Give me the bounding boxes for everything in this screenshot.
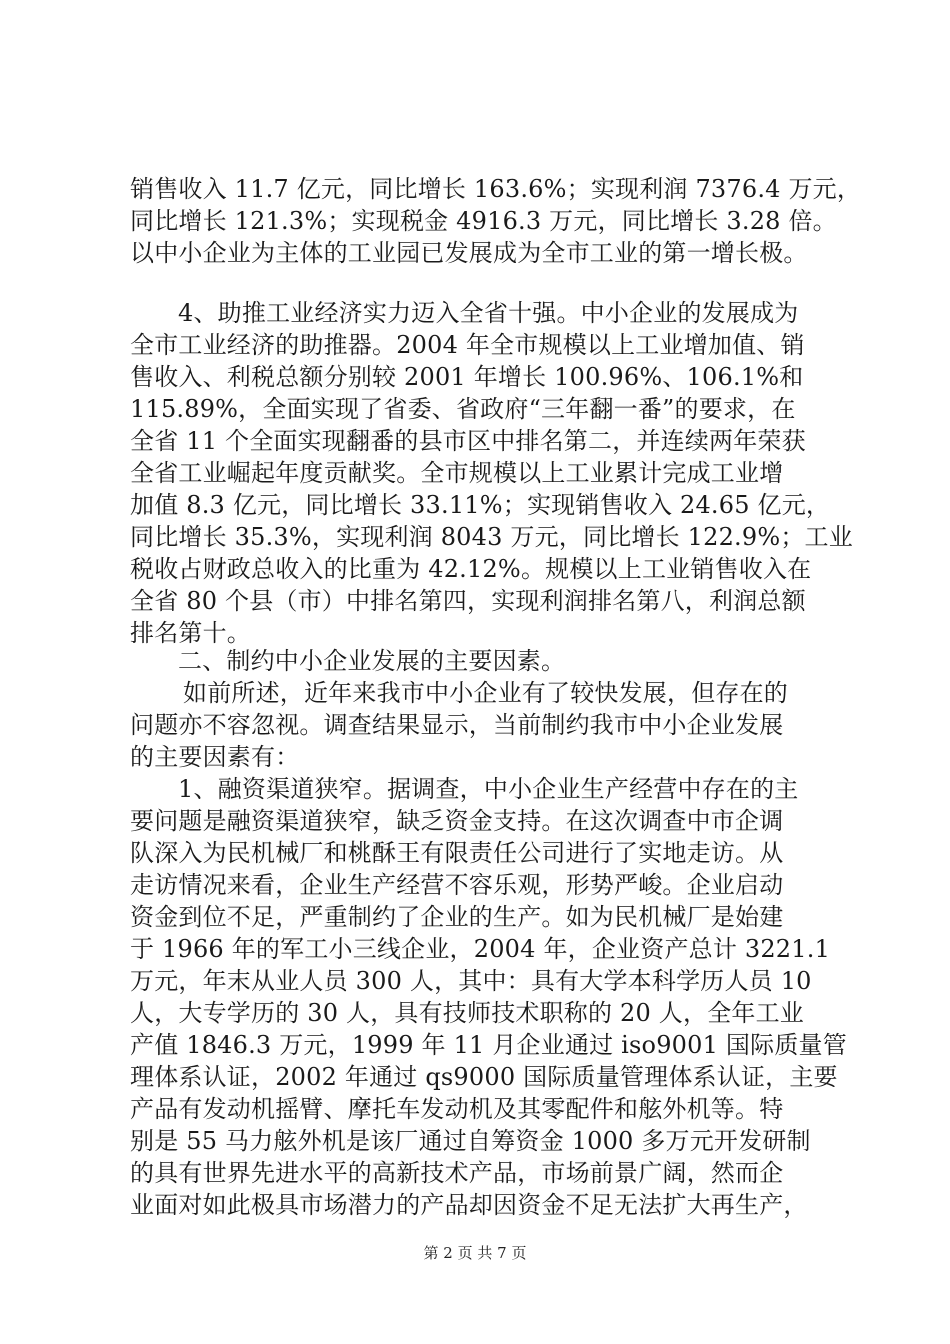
text-line: 如前所述，近年来我市中小企业有了较快发展，但存在的 (183, 679, 788, 707)
text-line: 同比增长 35.3%，实现利润 8043 万元，同比增长 122.9%；工业 (130, 523, 853, 551)
text-line: 1、融资渠道狭窄。据调查，中小企业生产经营中存在的主 (178, 775, 799, 803)
text-line: 115.89%，全面实现了省委、省政府“三年翻一番”的要求，在 (130, 395, 796, 423)
page-number: 第 2 页 共 7 页 (423, 1244, 527, 1262)
text-line: 销售收入 11.7 亿元，同比增长 163.6%；实现利润 7376.4 万元， (130, 175, 862, 203)
text-line: 人，大专学历的 30 人，具有技师技术职称的 20 人，全年工业 (130, 999, 804, 1027)
text-line: 于 1966 年的军工小三线企业，2004 年，企业资产总计 3221.1 (130, 935, 831, 963)
text-line: 全市工业经济的助推器。2004 年全市规模以上工业增加值、销 (130, 331, 805, 359)
text-line: 产品有发动机摇臂、摩托车发动机及其零配件和舷外机等。特 (130, 1095, 784, 1123)
text-line: 资金到位不足，严重制约了企业的生产。如为民机械厂是始建 (130, 903, 784, 931)
text-line: 要问题是融资渠道狭窄，缺乏资金支持。在这次调查中市企调 (130, 807, 784, 835)
text-line: 加值 8.3 亿元，同比增长 33.11%；实现销售收入 24.65 亿元， (130, 491, 831, 519)
text-line: 的主要因素有： (130, 743, 300, 771)
text-line: 全省工业崛起年度贡献奖。全市规模以上工业累计完成工业增 (130, 459, 784, 487)
text-line: 同比增长 121.3%；实现税金 4916.3 万元，同比增长 3.28 倍。 (130, 207, 837, 235)
text-line: 的具有世界先进水平的高新技术产品，市场前景广阔，然而企 (130, 1159, 784, 1187)
text-line: 万元，年末从业人员 300 人，其中：具有大学本科学历人员 10 (130, 967, 812, 995)
text-line: 问题亦不容忽视。调查结果显示，当前制约我市中小企业发展 (130, 711, 784, 739)
text-line: 别是 55 马力舷外机是该厂通过自筹资金 1000 多万元开发研制 (130, 1127, 811, 1155)
text-line: 税收占财政总收入的比重为 42.12%。规模以上工业销售收入在 (130, 555, 812, 583)
text-line: 以中小企业为主体的工业园已发展成为全市工业的第一增长极。 (130, 239, 808, 267)
text-line: 队深入为民机械厂和桃酥王有限责任公司进行了实地走访。从 (130, 839, 784, 867)
text-line: 产值 1846.3 万元，1999 年 11 月企业通过 iso9001 国际质量管 (130, 1031, 847, 1059)
section-heading: 二、制约中小企业发展的主要因素。 (178, 647, 566, 675)
text-line: 4、助推工业经济实力迈入全省十强。中小企业的发展成为 (178, 299, 799, 327)
text-line: 业面对如此极具市场潜力的产品却因资金不足无法扩大再生产， (130, 1191, 808, 1219)
text-line: 全省 11 个全面实现翻番的县市区中排名第二，并连续两年荣获 (130, 427, 806, 455)
text-line: 售收入、利税总额分别较 2001 年增长 100.96%、106.1%和 (130, 363, 804, 391)
text-line: 排名第十。 (130, 619, 251, 647)
text-line: 走访情况来看，企业生产经营不容乐观，形势严峻。企业启动 (130, 871, 784, 899)
text-line: 全省 80 个县（市）中排名第四，实现利润排名第八，利润总额 (130, 587, 806, 615)
text-line: 理体系认证，2002 年通过 qs9000 国际质量管理体系认证，主要 (130, 1063, 838, 1091)
